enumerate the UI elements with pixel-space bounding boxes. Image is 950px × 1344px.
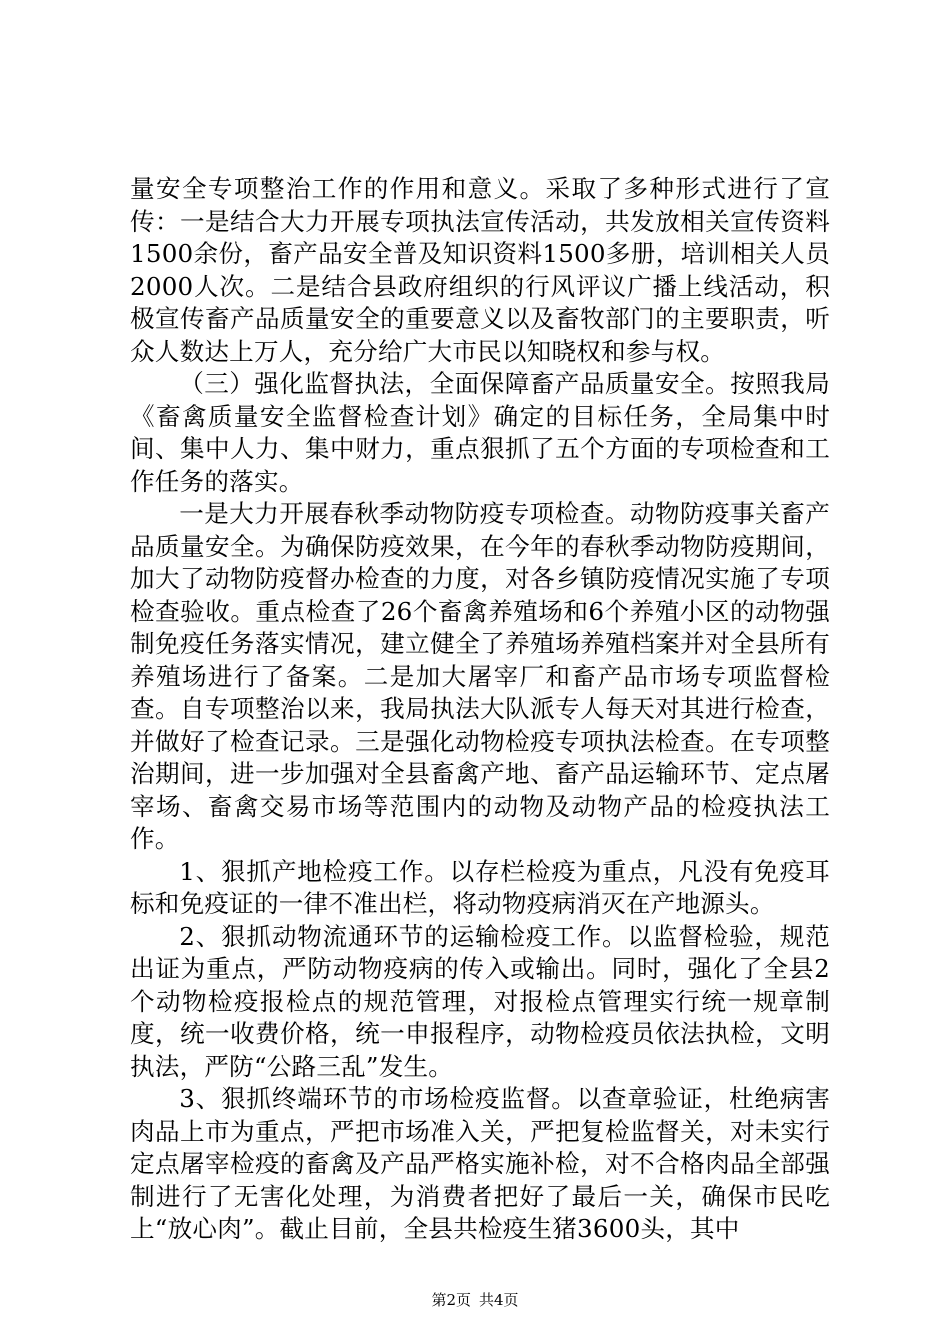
page-footer [0, 1290, 950, 1310]
paragraph-item-1: 1、狠抓产地检疫工作。以存栏检疫为重点，凡没有免疫耳标和免疫证的一律不准出栏，将动物疫病消灭在产地源头。 [130, 856, 830, 918]
paragraph-continuation: 量安全专项整治工作的作用和意义。采取了多种形式进行了宣传：一是结合大力开展专项执法宣传活动，共发放相关宣传资料1500余份，畜产品安全普及知识资料1500多册，培训相关人员2000人次。二是结合县政府组织的行风评议广播上线活动，积极宣传畜产品质量安全的重要意义以及畜牧部门的主要职责，听众人数达上万人，充分给广大市民以知晓权和参与权。 [130, 174, 830, 366]
paragraph-item-3: 3、狠抓终端环节的市场检疫监督。以查章验证，杜绝病害肉品上市为重点，严把市场准入关，严把复检监督关，对未实行定点屠宰检疫的畜禽及产品严格实施补检，对不合格肉品全部强制进行了无害化处理，为消费者把好了最后一关，确保市民吃上“放心肉”。截止目前，全县共检疫生猪3600头，其中 [130, 1084, 830, 1243]
document-body [130, 173, 830, 1246]
paragraph-inspection-overview: 一是大力开展春秋季动物防疫专项检查。动物防疫事关畜产品质量安全。为确保防疫效果，在今年的春秋季动物防疫期间，加大了动物防疫督办检查的力度，对各乡镇防疫情况实施了专项检查验收。重点检查了26个畜禽养殖场和6个养殖小区的动物强制免疫任务落实情况，建立健全了养殖场养殖档案并对全县所有养殖场进行了备案。二是加大屠宰厂和畜产品市场专项监督检查。自专项整治以来，我局执法大队派专人每天对其进行检查，并做好了检查记录。三是强化动物检疫专项执法检查。在专项整治期间，进一步加强对全县畜禽产地、畜产品运输环节、定点屠宰场、畜禽交易市场等范围内的动物及动物产品的检疫执法工作。 [130, 499, 830, 853]
paragraph-item-2: 2、狠抓动物流通环节的运输检疫工作。以监督检验，规范出证为重点，严防动物疫病的传入或输出。同时，强化了全县2个动物检疫报检点的规范管理，对报检点管理实行统一规章制度，统一收费价格，统一申报程序，动物检疫员依法执检，文明执法，严防“公路三乱”发生。 [130, 921, 830, 1081]
paragraph-section-three: （三）强化监督执法，全面保障畜产品质量安全。按照我局《畜禽质量安全监督检查计划》确定的目标任务，全局集中时间、集中人力、集中财力，重点狠抓了五个方面的专项检查和工作任务的落实。 [130, 369, 830, 496]
page-total: 共4页 [479, 1291, 519, 1309]
page-number: 第2页 [431, 1291, 471, 1309]
